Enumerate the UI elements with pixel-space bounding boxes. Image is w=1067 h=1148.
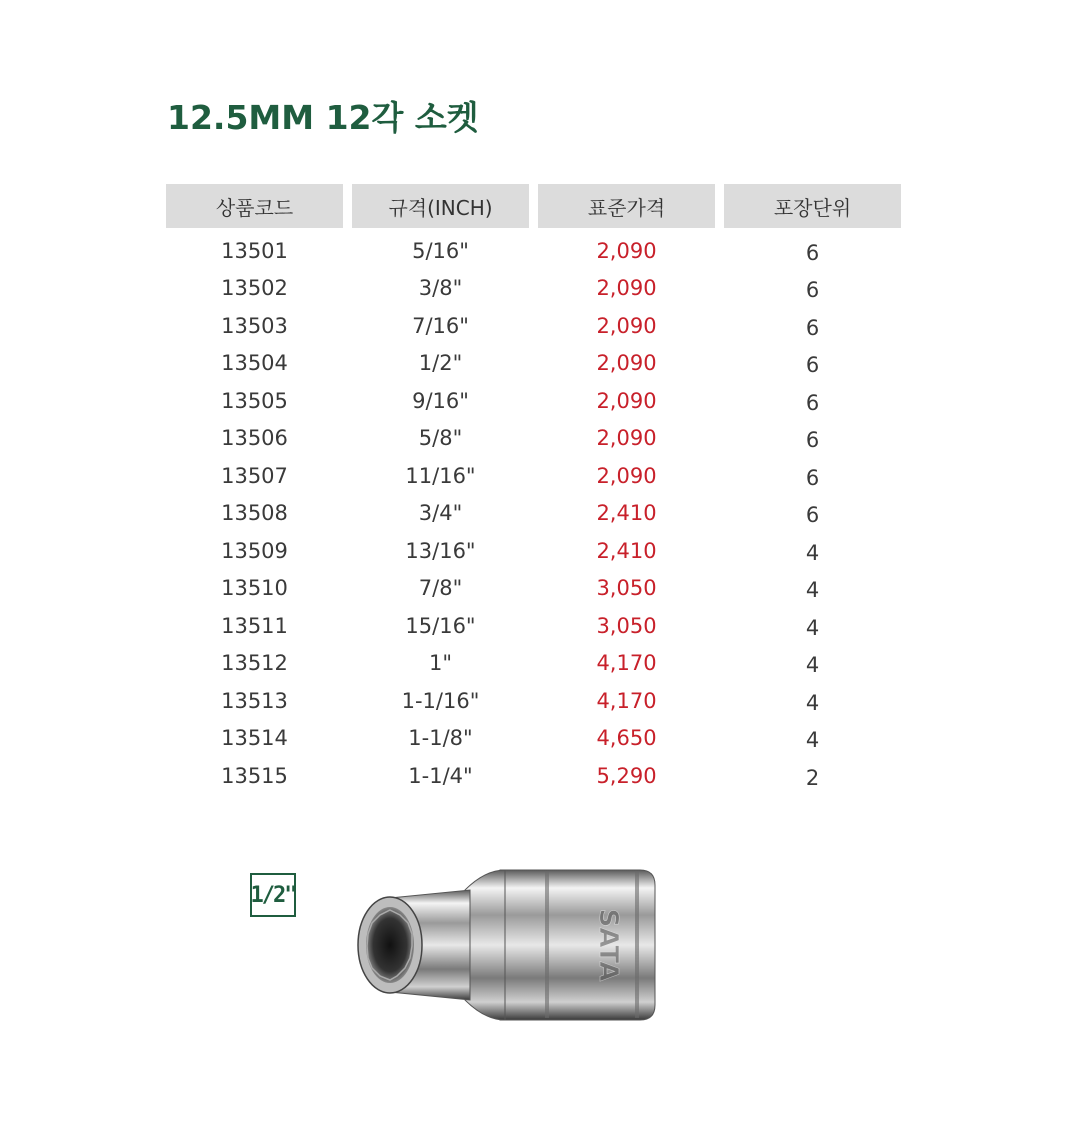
cell-pack-unit: 4 bbox=[805, 728, 820, 753]
cell-product-code: 13511 bbox=[221, 613, 288, 638]
cell-size-inch: 1-1/8" bbox=[408, 726, 473, 751]
cell-size-inch: 1-1/4" bbox=[408, 763, 473, 788]
cell-product-code: 13512 bbox=[221, 651, 288, 676]
cell-product-code: 13510 bbox=[221, 576, 288, 601]
table-row bbox=[166, 232, 901, 270]
cell-price: 5,290 bbox=[596, 763, 657, 788]
cell-product-code: 13502 bbox=[221, 276, 288, 301]
cell-product-code: 13507 bbox=[221, 463, 288, 488]
cell-product-code: 13503 bbox=[221, 313, 288, 338]
cell-product-code: 13501 bbox=[221, 238, 288, 263]
drive-size-badge: 1/2" bbox=[250, 873, 296, 917]
table-row bbox=[166, 532, 901, 570]
cell-size-inch: 7/16" bbox=[412, 313, 469, 338]
cell-pack-unit: 6 bbox=[805, 428, 820, 453]
cell-size-inch: 5/8" bbox=[418, 426, 463, 451]
cell-size-inch: 11/16" bbox=[405, 463, 476, 488]
table-row bbox=[166, 495, 901, 533]
cell-product-code: 13508 bbox=[221, 501, 288, 526]
cell-price: 2,090 bbox=[596, 351, 657, 376]
table-row bbox=[166, 382, 901, 420]
cell-pack-unit: 4 bbox=[805, 540, 820, 565]
cell-size-inch: 9/16" bbox=[412, 388, 469, 413]
cell-pack-unit: 6 bbox=[805, 390, 820, 415]
cell-product-code: 13513 bbox=[221, 688, 288, 713]
cell-pack-unit: 6 bbox=[805, 315, 820, 340]
cell-price: 2,090 bbox=[596, 276, 657, 301]
cell-product-code: 13505 bbox=[221, 388, 288, 413]
cell-price: 2,090 bbox=[596, 238, 657, 263]
cell-size-inch: 15/16" bbox=[405, 613, 476, 638]
header-pack-unit: 포장단위 bbox=[724, 184, 901, 228]
cell-pack-unit: 2 bbox=[805, 765, 820, 790]
svg-text:SATA: SATA bbox=[593, 908, 623, 982]
cell-size-inch: 1-1/16" bbox=[401, 688, 480, 713]
page-title: 12.5MM 12각 소켓 bbox=[167, 98, 479, 137]
cell-product-code: 13515 bbox=[221, 763, 288, 788]
cell-pack-unit: 6 bbox=[805, 278, 820, 303]
cell-size-inch: 3/4" bbox=[418, 501, 463, 526]
cell-size-inch: 1" bbox=[428, 651, 453, 676]
cell-size-inch: 5/16" bbox=[412, 238, 469, 263]
socket-product-image bbox=[350, 860, 660, 1030]
cell-price: 4,170 bbox=[596, 688, 657, 713]
table-row bbox=[166, 420, 901, 458]
cell-pack-unit: 4 bbox=[805, 578, 820, 603]
table-row bbox=[166, 570, 901, 608]
cell-price: 2,090 bbox=[596, 313, 657, 338]
cell-size-inch: 1/2" bbox=[418, 351, 463, 376]
cell-price: 2,410 bbox=[596, 538, 657, 563]
cell-pack-unit: 4 bbox=[805, 690, 820, 715]
socket-12pt-image bbox=[350, 860, 660, 1030]
table-row bbox=[166, 682, 901, 720]
cell-price: 2,410 bbox=[596, 501, 657, 526]
cell-size-inch: 3/8" bbox=[418, 276, 463, 301]
table-row bbox=[166, 757, 901, 795]
cell-size-inch: 13/16" bbox=[405, 538, 476, 563]
cell-product-code: 13514 bbox=[221, 726, 288, 751]
table-row bbox=[166, 307, 901, 345]
header-product-code: 상품코드 bbox=[166, 184, 343, 228]
cell-pack-unit: 6 bbox=[805, 465, 820, 490]
cell-price: 2,090 bbox=[596, 388, 657, 413]
cell-price: 2,090 bbox=[596, 426, 657, 451]
cell-price: 2,090 bbox=[596, 463, 657, 488]
cell-pack-unit: 6 bbox=[805, 353, 820, 378]
header-standard-price: 표준가격 bbox=[538, 184, 715, 228]
table-row bbox=[166, 457, 901, 495]
product-table-body bbox=[166, 232, 901, 795]
cell-size-inch: 7/8" bbox=[418, 576, 463, 601]
cell-price: 3,050 bbox=[596, 576, 657, 601]
cell-pack-unit: 4 bbox=[805, 653, 820, 678]
table-row bbox=[166, 720, 901, 758]
cell-price: 3,050 bbox=[596, 613, 657, 638]
cell-pack-unit: 6 bbox=[805, 240, 820, 265]
cell-pack-unit: 4 bbox=[805, 615, 820, 640]
cell-price: 4,650 bbox=[596, 726, 657, 751]
table-row bbox=[166, 345, 901, 383]
cell-pack-unit: 6 bbox=[805, 503, 820, 528]
cell-product-code: 13504 bbox=[221, 351, 288, 376]
table-row bbox=[166, 607, 901, 645]
cell-product-code: 13506 bbox=[221, 426, 288, 451]
cell-product-code: 13509 bbox=[221, 538, 288, 563]
table-row bbox=[166, 645, 901, 683]
cell-price: 4,170 bbox=[596, 651, 657, 676]
header-size-inch: 규격(INCH) bbox=[352, 184, 529, 228]
table-row bbox=[166, 270, 901, 308]
